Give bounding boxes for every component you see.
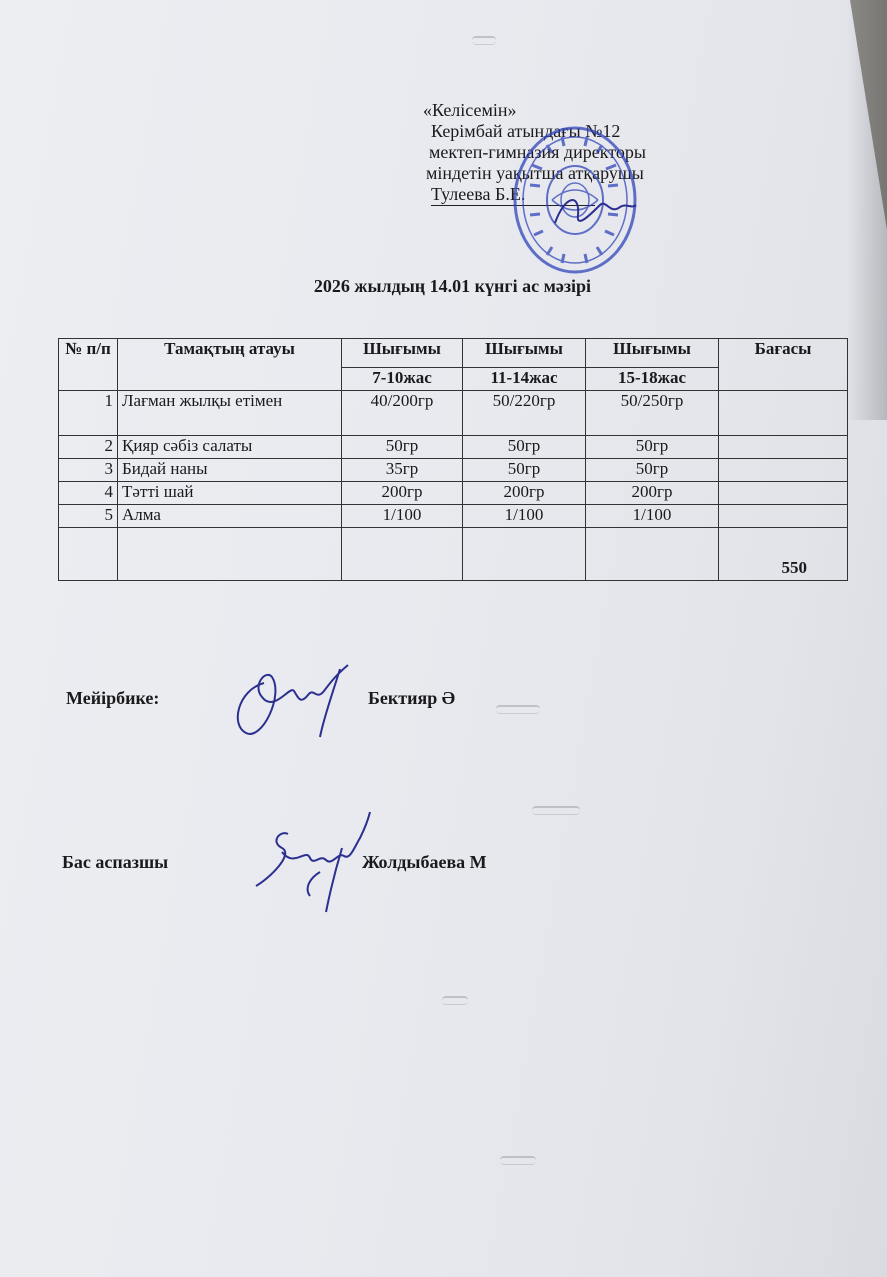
nurse-name: Бектияр Ә — [368, 688, 456, 708]
nurse-label: Мейірбике: — [66, 688, 160, 708]
row-yield-2: 200гр — [463, 482, 586, 505]
row-number: 4 — [59, 482, 118, 505]
row-price — [719, 391, 848, 436]
row-yield-2: 50гр — [463, 436, 586, 459]
row-yield-3: 50гр — [586, 459, 719, 482]
row-number: 1 — [59, 391, 118, 436]
chef-signature — [250, 808, 378, 918]
menu-title: 2026 жылдың 14.01 күнгі ас мәзірі — [313, 276, 592, 296]
paper-mark — [532, 806, 580, 815]
header-dish-name: Тамақтың атауы — [118, 339, 342, 391]
row-yield-2: 1/100 — [463, 505, 586, 528]
approval-position: мектеп-гимназия директоры — [429, 142, 646, 162]
paper-mark — [496, 705, 540, 714]
paper-mark — [500, 1156, 536, 1165]
approval-heading: «Келісемін» — [423, 100, 517, 120]
table-row — [59, 436, 848, 459]
approval-school: Керімбай атындағы №12 — [431, 121, 621, 141]
row-yield-3: 50/250гр — [586, 391, 719, 436]
row-yield-1: 40/200гр — [342, 391, 463, 436]
row-yield-1: 1/100 — [342, 505, 463, 528]
header-price: Бағасы — [719, 339, 848, 391]
row-price — [719, 436, 848, 459]
row-dish-name: Тәтті шай — [118, 482, 342, 505]
row-dish-name: Лағман жылқы етімен — [118, 391, 342, 436]
approval-role: міндетін уақытша атқарушы — [426, 163, 644, 183]
chef-label: Бас аспазшы — [62, 852, 169, 872]
nurse-signature — [228, 655, 360, 743]
approval-director-name: Тулеева Б.Е. — [431, 184, 595, 206]
row-yield-1: 200гр — [342, 482, 463, 505]
header-yield-3: Шығымы — [586, 339, 719, 368]
row-yield-1: 35гр — [342, 459, 463, 482]
chef-name: Жолдыбаева М — [362, 852, 487, 872]
table-row — [59, 459, 848, 482]
row-yield-2: 50гр — [463, 459, 586, 482]
row-yield-3: 1/100 — [586, 505, 719, 528]
row-yield-3: 200гр — [586, 482, 719, 505]
row-yield-2: 50/220гр — [463, 391, 586, 436]
header-yield-2: Шығымы — [463, 339, 586, 368]
row-yield-1: 50гр — [342, 436, 463, 459]
row-price — [719, 459, 848, 482]
total-price: 550 — [719, 528, 848, 581]
row-number: 5 — [59, 505, 118, 528]
paper-mark — [472, 36, 496, 45]
row-dish-name: Алма — [118, 505, 342, 528]
row-dish-name: Қияр сәбіз салаты — [118, 436, 342, 459]
table-header-row — [59, 339, 848, 368]
table-total-row — [59, 528, 848, 581]
table-row — [59, 391, 848, 436]
director-signature — [550, 185, 640, 235]
row-number: 2 — [59, 436, 118, 459]
table-row — [59, 482, 848, 505]
age-group-3: 15-18жас — [586, 368, 719, 391]
age-group-2: 11-14жас — [463, 368, 586, 391]
menu-table — [58, 338, 848, 581]
row-yield-3: 50гр — [586, 436, 719, 459]
page-edge-shadow — [847, 0, 887, 420]
row-number: 3 — [59, 459, 118, 482]
header-number: № п/п — [59, 339, 118, 391]
table-row — [59, 505, 848, 528]
header-yield-1: Шығымы — [342, 339, 463, 368]
row-price — [719, 482, 848, 505]
paper-mark — [442, 996, 468, 1005]
row-price — [719, 505, 848, 528]
age-group-1: 7-10жас — [342, 368, 463, 391]
row-dish-name: Бидай наны — [118, 459, 342, 482]
